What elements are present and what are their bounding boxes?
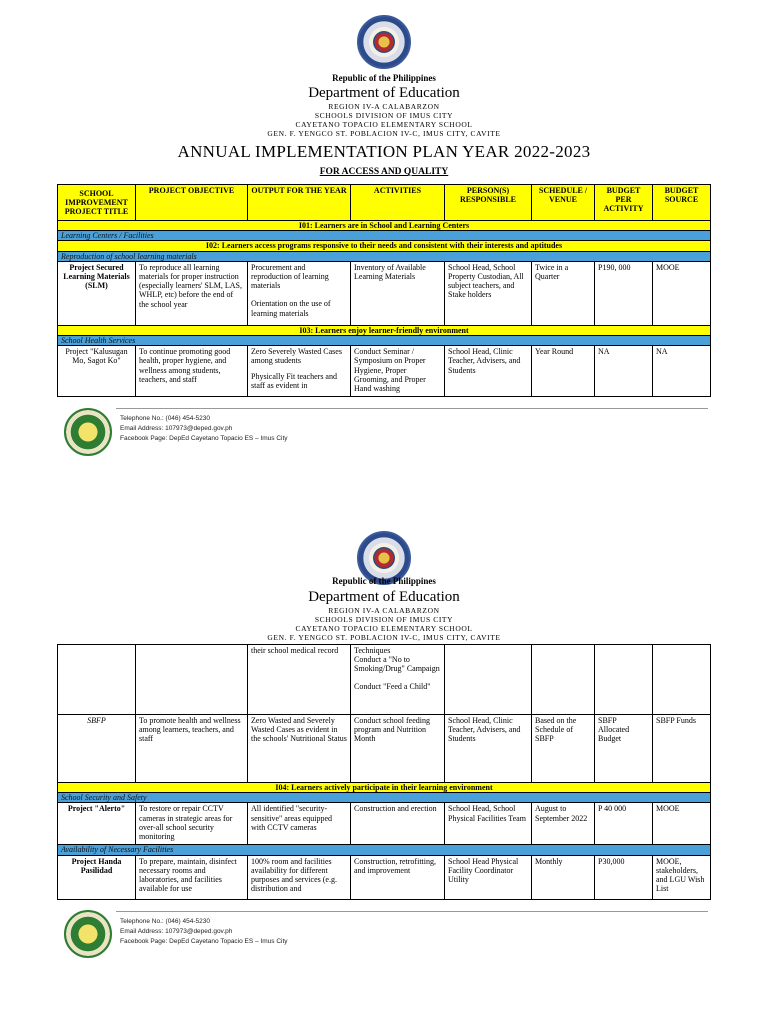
persons-responsible xyxy=(445,645,532,715)
project-objective: To restore or repair CCTV cameras in strategic areas for over-all school security monitoring xyxy=(136,803,248,845)
section-label: School Health Services xyxy=(58,335,711,345)
plan-title: ANNUAL IMPLEMENTATION PLAN YEAR 2022-2023 xyxy=(177,142,591,161)
schedule-venue xyxy=(532,645,595,715)
footer-contact xyxy=(120,414,288,444)
section-row xyxy=(58,793,711,803)
column-header: SCHEDULE / VENUE xyxy=(532,185,595,221)
schedule-venue: Monthly xyxy=(532,855,595,899)
project-activities xyxy=(351,645,445,715)
budget-per-activity: P190, 000 xyxy=(595,261,653,325)
activity-item: Techniques xyxy=(354,646,391,655)
section-row xyxy=(58,251,711,261)
budget-source xyxy=(653,645,711,715)
persons-responsible: School Head Physical Facility Coordinator Utility xyxy=(445,855,532,899)
indicator-label: I04: Learners actively participate in their learning environment xyxy=(58,783,711,793)
project-activities: Conduct Seminar / Symposium on Proper Hygiene, Proper Grooming, and Proper Hand washing xyxy=(351,346,445,397)
table-row xyxy=(58,715,711,783)
budget-source: MOOE, stakeholders, and LGU Wish List xyxy=(653,855,711,899)
footer-phone: Telephone No.: (046) 454-5230 xyxy=(120,918,210,925)
section-label: Availability of Necessary Facilities xyxy=(58,845,711,855)
indicator-row xyxy=(58,241,711,251)
budget-per-activity xyxy=(595,645,653,715)
schedule-venue: Twice in a Quarter xyxy=(532,261,595,325)
project-output: Zero Wasted and Severely Wasted Cases as evident in the schools' Nutritional Status xyxy=(248,715,351,783)
project-objective xyxy=(136,645,248,715)
output-item: Zero Severely Wasted Cases among students xyxy=(251,347,342,366)
section-row xyxy=(58,845,711,855)
focus-heading: FOR ACCESS AND QUALITY xyxy=(319,167,449,177)
department-title: Department of Education xyxy=(308,589,460,605)
region-line: REGION IV-A CALABARZON xyxy=(328,606,440,615)
project-output xyxy=(248,261,351,325)
persons-responsible: School Head, Clinic Teacher, Advisers, and Students xyxy=(445,715,532,783)
region-line: REGION IV-A CALABARZON xyxy=(328,102,440,111)
table-header-row xyxy=(58,185,711,221)
table-row xyxy=(58,261,711,325)
project-output: their school medical record xyxy=(248,645,351,715)
footer-facebook: Facebook Page: DepEd Cayetano Topacio ES – Imus City xyxy=(120,938,288,945)
schedule-venue: August to September 2022 xyxy=(532,803,595,845)
project-title xyxy=(58,645,136,715)
indicator-row xyxy=(58,783,711,793)
budget-per-activity: P 40 000 xyxy=(595,803,653,845)
column-header: OUTPUT FOR THE YEAR xyxy=(248,185,351,221)
column-header: BUDGET PER ACTIVITY xyxy=(595,185,653,221)
project-title: SBFP xyxy=(58,715,136,783)
column-header: ACTIVITIES xyxy=(351,185,445,221)
project-output: All identified "security-sensitive" areas equipped with CCTV cameras xyxy=(248,803,351,845)
project-activities: Construction and erection xyxy=(351,803,445,845)
budget-source: MOOE xyxy=(653,261,711,325)
address-line: GEN. F. YENGCO ST. POBLACION IV-C, IMUS CITY, CAVITE xyxy=(267,633,501,642)
budget-source: NA xyxy=(653,346,711,397)
table-row xyxy=(58,855,711,899)
project-objective: To prepare, maintain, disinfect necessary rooms and laboratories, and facilities available for use xyxy=(136,855,248,899)
division-line: SCHOOLS DIVISION OF IMUS CITY xyxy=(314,111,454,120)
output-item: Orientation on the use of learning materials xyxy=(251,299,331,318)
budget-per-activity: SBFP Allocated Budget xyxy=(595,715,653,783)
column-header: PROJECT OBJECTIVE xyxy=(136,185,248,221)
project-title: Project Secured Learning Materials (SLM) xyxy=(58,261,136,325)
section-row xyxy=(58,335,711,345)
project-title: Project Handa Pasilidad xyxy=(58,855,136,899)
indicator-label: I01: Learners are in School and Learning Centers xyxy=(58,221,711,231)
republic-line: Republic of the Philippines xyxy=(332,576,436,586)
budget-per-activity: P30,000 xyxy=(595,855,653,899)
department-title: Department of Education xyxy=(308,85,460,101)
footer-contact xyxy=(120,917,288,947)
project-output: 100% room and facilities availability for different purposes and services (e.g. distribution and xyxy=(248,855,351,899)
column-header: SCHOOL IMPROVEMENT PROJECT TITLE xyxy=(58,185,136,221)
project-title: Project "Kalusugan Mo, Sagot Ko" xyxy=(58,346,136,397)
indicator-label: I02: Learners access programs responsive to their needs and consistent with their interests and aptitudes xyxy=(58,241,711,251)
footer-phone: Telephone No.: (046) 454-5230 xyxy=(120,415,210,422)
implementation-table-page-2 xyxy=(57,644,711,900)
indicator-label: I03: Learners enjoy learner-friendly environment xyxy=(58,325,711,335)
deped-seal-icon xyxy=(357,15,411,69)
budget-per-activity: NA xyxy=(595,346,653,397)
school-logo-icon xyxy=(64,910,112,958)
schedule-venue: Based on the Schedule of SBFP xyxy=(532,715,595,783)
budget-source: MOOE xyxy=(653,803,711,845)
school-logo-icon xyxy=(64,408,112,456)
persons-responsible: School Head, School Physical Facilities Team xyxy=(445,803,532,845)
output-item: Procurement and reproduction of learning materials xyxy=(251,262,329,291)
section-label: School Security and Safety xyxy=(58,793,711,803)
section-row xyxy=(58,231,711,241)
activity-item: Conduct "Feed a Child" xyxy=(354,681,431,691)
project-output xyxy=(248,346,351,397)
document-page-2 xyxy=(0,512,768,1024)
school-line: CAYETANO TOPACIO ELEMENTARY SCHOOL xyxy=(295,120,473,129)
indicator-row xyxy=(58,325,711,335)
republic-line: Republic of the Philippines xyxy=(332,73,436,83)
project-objective: To continue promoting good health, proper hygiene, and wellness among students, teachers, and staff xyxy=(136,346,248,397)
indicator-row xyxy=(58,221,711,231)
project-activities: Construction, retrofitting, and improvement xyxy=(351,855,445,899)
table-row xyxy=(58,346,711,397)
persons-responsible: School Head, School Property Custodian, All subject teachers, and Stake holders xyxy=(445,261,532,325)
project-activities: Conduct school feeding program and Nutrition Month xyxy=(351,715,445,783)
division-line: SCHOOLS DIVISION OF IMUS CITY xyxy=(314,615,454,624)
persons-responsible: School Head, Clinic Teacher, Advisers, and Students xyxy=(445,346,532,397)
budget-source: SBFP Funds xyxy=(653,715,711,783)
address-line: GEN. F. YENGCO ST. POBLACION IV-C, IMUS CITY, CAVITE xyxy=(267,129,501,138)
footer-email: Email Address: 107973@deped.gov.ph xyxy=(120,928,233,935)
section-label: Learning Centers / Facilities xyxy=(58,231,711,241)
activity-item: Conduct a "No to Smoking/Drug" Campaign xyxy=(354,655,440,674)
column-header: PERSON(S) RESPONSIBLE xyxy=(445,185,532,221)
table-row xyxy=(58,803,711,845)
project-title: Project "Alerto" xyxy=(58,803,136,845)
footer-divider xyxy=(116,408,708,409)
footer-divider xyxy=(116,911,708,912)
output-item: Physically Fit teachers and staff as evident in xyxy=(251,371,337,390)
table-row xyxy=(58,645,711,715)
footer-facebook: Facebook Page: DepEd Cayetano Topacio ES – Imus City xyxy=(120,435,288,442)
school-line: CAYETANO TOPACIO ELEMENTARY SCHOOL xyxy=(295,624,473,633)
implementation-table-page-1 xyxy=(57,184,711,397)
schedule-venue: Year Round xyxy=(532,346,595,397)
footer-email: Email Address: 107973@deped.gov.ph xyxy=(120,425,233,432)
project-objective: To promote health and wellness among learners, teachers, and staff xyxy=(136,715,248,783)
section-label: Reproduction of school learning materials xyxy=(58,251,711,261)
project-activities: Inventory of Available Learning Materials xyxy=(351,261,445,325)
column-header: BUDGET SOURCE xyxy=(653,185,711,221)
project-objective: To reproduce all learning materials for proper instruction (especially learners' SLM, LAS, WHLP, etc) before the end of the school year xyxy=(136,261,248,325)
